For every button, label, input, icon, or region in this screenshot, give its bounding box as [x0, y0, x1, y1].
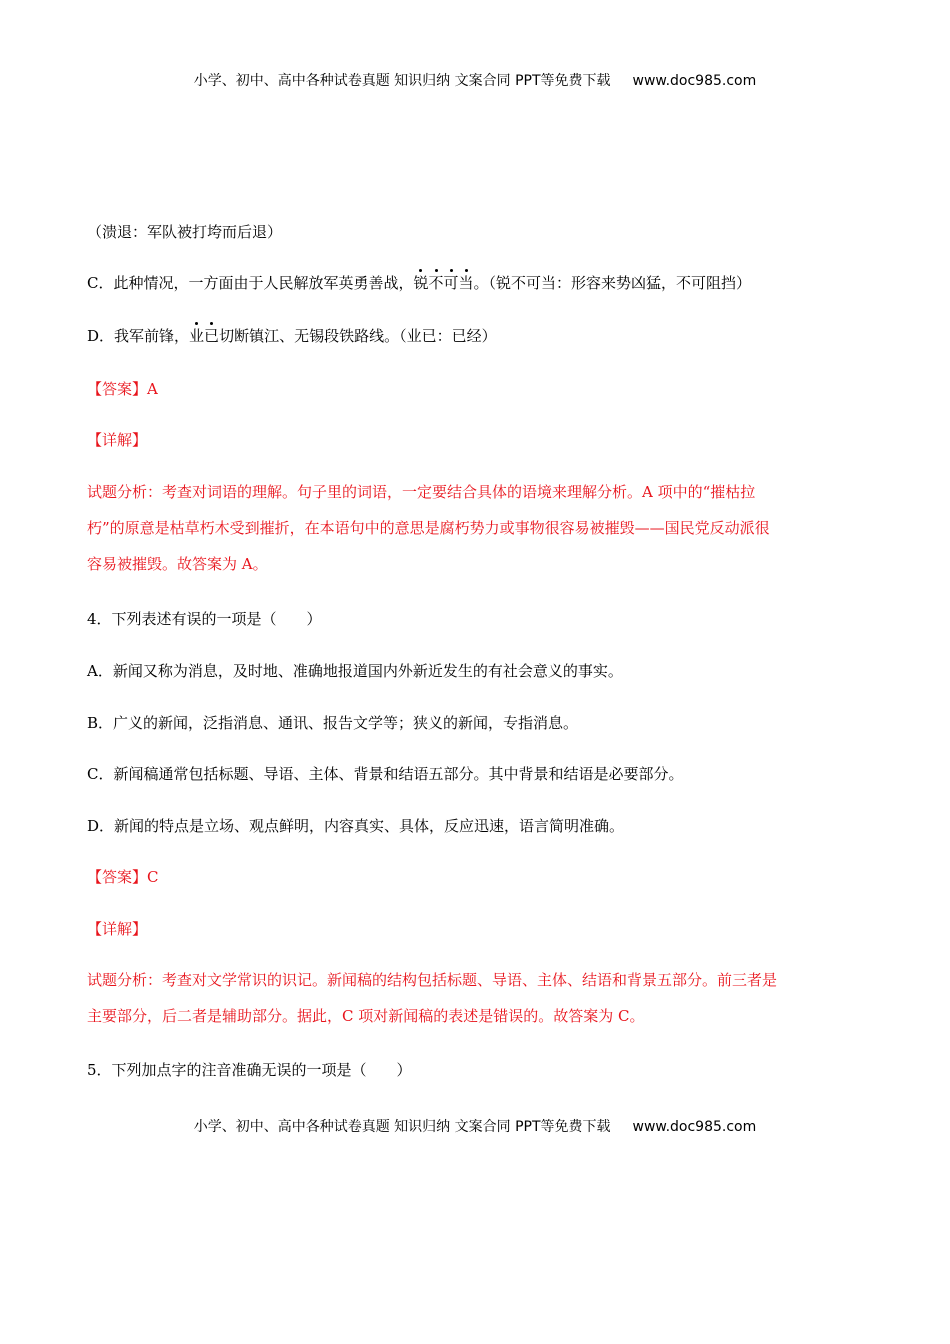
q4-option-a: A．新闻又称为消息，及时地、准确地报道国内外新近发生的有社会意义的事实。 [87, 662, 623, 680]
q4-detail-label: 【详解】 [87, 920, 148, 938]
q4-explanation [87, 962, 872, 1034]
q4-option-d: D．新闻的特点是立场、观点鲜明，内容真实、具体，反应迅速，语言简明准确。 [87, 817, 625, 835]
q4-option-b: B．广义的新闻，泛指消息、通讯、报告文学等；狭义的新闻，专指消息。 [87, 714, 579, 732]
explanation-line: 容易被摧毁。故答案为 A。 [87, 555, 268, 573]
footer-site-link[interactable]: www.doc985.com [632, 1119, 757, 1135]
page-footer [0, 1116, 950, 1136]
q3-answer: 【答案】A [87, 380, 158, 398]
explanation-line: 试题分析：考查对词语的理解。句子里的词语，一定要结合具体的语境来理解分析。A 项中的“摧枯拉 [87, 483, 756, 501]
q4-option-c: C．新闻稿通常包括标题、导语、主体、背景和结语五部分。其中背景和结语是必要部分。 [87, 765, 684, 783]
emphasis-char: 当 [458, 274, 474, 292]
q3-option-d-note: 切断镇江、无锡段铁路线。（业已：已经） [219, 327, 497, 345]
explanation-line: 试题分析：考查对文学常识的识记。新闻稿的结构包括标题、导语、主体、结语和背景五部分。前三者是 [87, 971, 778, 989]
explanation-line: 主要部分，后二者是辅助部分。据此，C 项对新闻稿的表述是错误的。故答案为 C。 [87, 1007, 645, 1025]
q3-detail-label: 【详解】 [87, 431, 148, 449]
emphasis-char: 锐 [413, 274, 429, 292]
q3-option-d-text: D．我军前锋， [87, 327, 190, 345]
header-text: 小学、初中、高中各种试卷真题 知识归纳 文案合同 PPT等免费下载 [193, 73, 611, 89]
q4-answer: 【答案】C [87, 868, 159, 886]
emphasis-char: 已 [204, 327, 220, 345]
explanation-line: 朽”的原意是枯草朽木受到摧折，在本语句中的意思是腐朽势力或事物很容易被摧毁——国民党反动派很 [87, 519, 770, 537]
page-header [0, 70, 950, 90]
q3-option-c-text: C．此种情况，一方面由于人民解放军英勇善战， [87, 274, 414, 292]
q5-stem: 5．下列加点字的注音准确无误的一项是（ ） [87, 1061, 412, 1079]
emphasis-char: 不 [428, 274, 444, 292]
footer-text: 小学、初中、高中各种试卷真题 知识归纳 文案合同 PPT等免费下载 [193, 1119, 611, 1135]
q3-option-c-note: 。（锐不可当：形容来势凶猛，不可阻挡） [473, 274, 752, 292]
header-site-link[interactable]: www.doc985.com [632, 73, 757, 89]
q3-option-d [87, 326, 867, 346]
emphasis-char: 业 [189, 327, 205, 345]
q3-option-b-note: （溃退：军队被打垮而后退） [87, 223, 283, 241]
q3-option-c [87, 273, 867, 293]
q4-stem: 4．下列表述有误的一项是（ ） [87, 610, 322, 628]
emphasis-char: 可 [443, 274, 459, 292]
q3-explanation [87, 474, 872, 582]
